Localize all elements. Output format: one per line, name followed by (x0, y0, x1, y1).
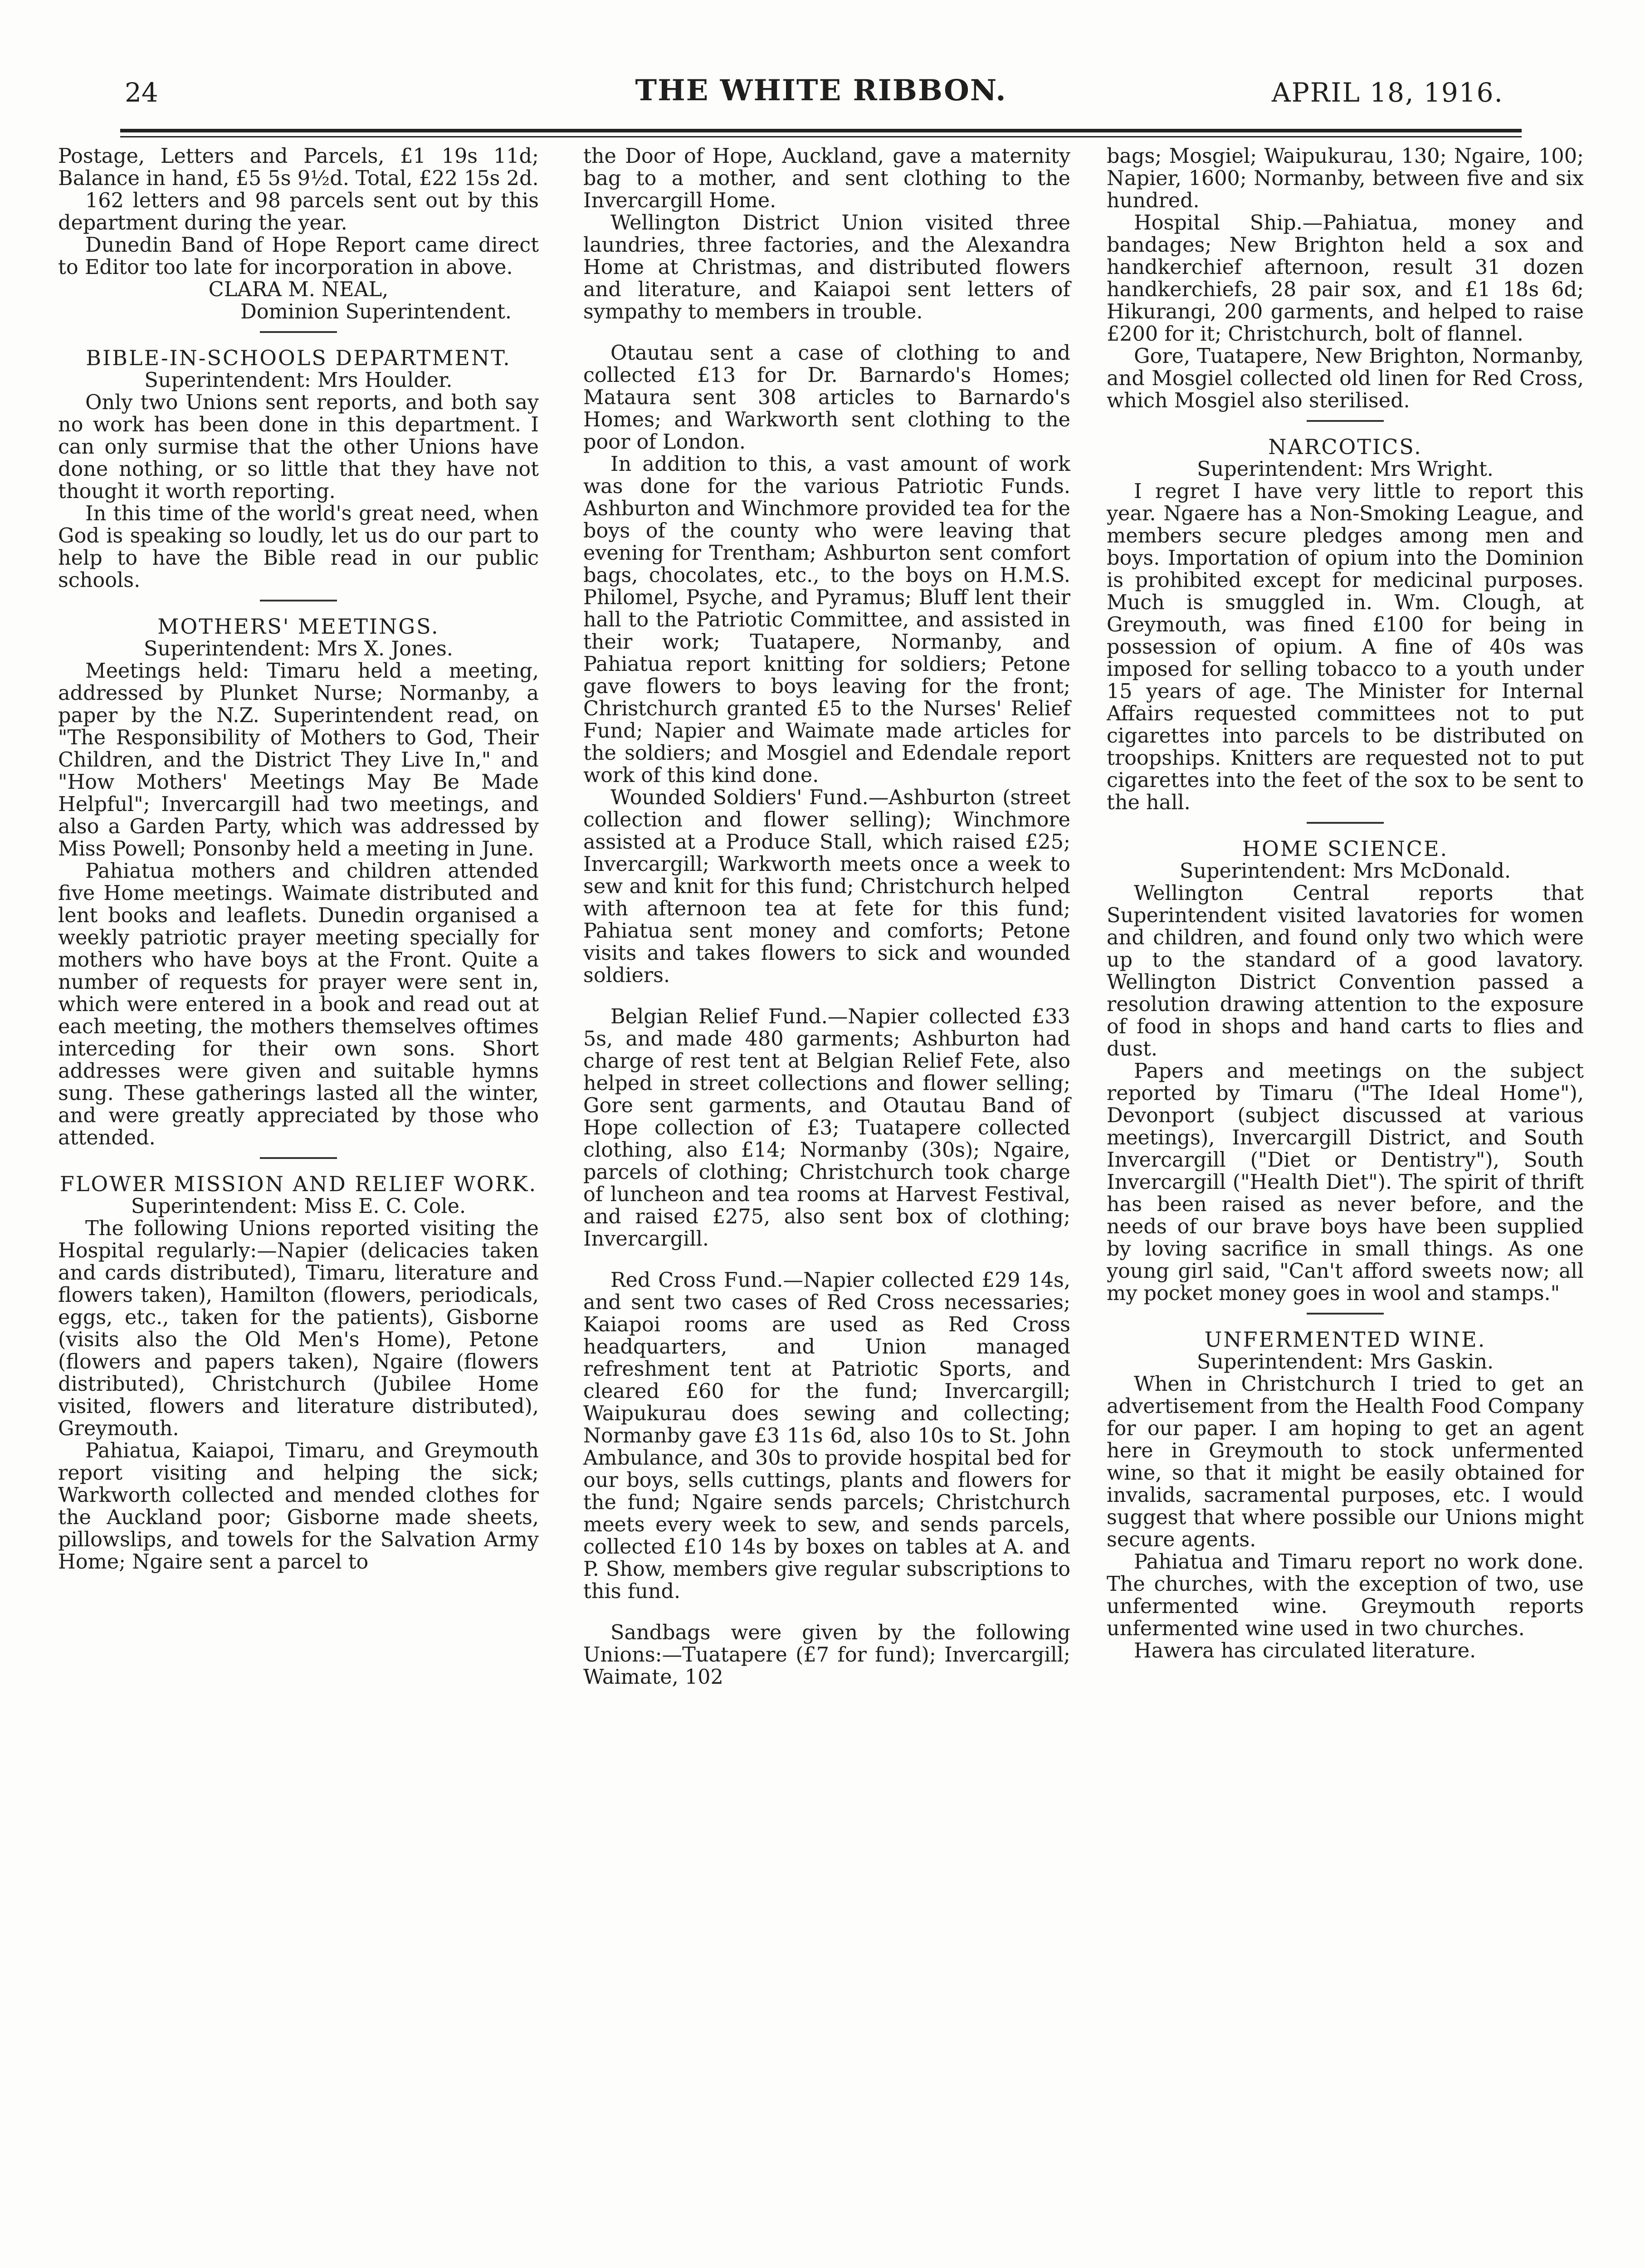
column-2 (583, 145, 1070, 1688)
paragraph: Dunedin Band of Hope Report came direct to Editor too late for incorporation in above. (58, 234, 539, 279)
paragraph: The following Unions reported visiting the Hospital regularly:—Napier (delicacies taken and cards distributed), Timaru, literature and flowers taken), Hamilton (flowers, periodicals, eggs, etc., taken for the patients), Gisborne (visits also the Old Men's Home), Petone (flowers and papers taken), Ngaire (flowers distributed), Christchurch (Jubilee Home visited, flowers and literature distributed), Greymouth. (58, 1217, 539, 1440)
paragraph: Wounded Soldiers' Fund.—Ashburton (street collection and flower selling); Winchmore assisted at a Produce Stall, which raised £25; Invercargill; Warkworth meets once a week to sew and knit for this fund; Christchurch helped with afternoon tea at fete for this fund; Pahiatua sent money and comforts; Petone visits and takes flowers to sick and wounded soldiers. (583, 786, 1070, 987)
signature-title: Dominion Superintendent. (240, 300, 512, 323)
section-heading-mothers-meetings: MOTHERS' MEETINGS. (157, 614, 439, 639)
section-heading-unfermented-wine: UNFERMENTED WINE. (1204, 1327, 1486, 1352)
superintendent-line: Superintendent: Mrs X. Jones. (144, 637, 453, 660)
page-header (120, 68, 1522, 113)
paragraph: Postage, Letters and Parcels, £1 19s 11d; Balance in hand, £5 5s 9½d. Total, £22 15s 2d. (58, 145, 539, 190)
section-divider (260, 331, 337, 333)
section-divider (1307, 420, 1384, 422)
section-heading-narcotics: NARCOTICS. (1268, 435, 1422, 459)
paragraph: Only two Unions sent reports, and both say no work has been done in this department. I can only surmise that the other Unions have done nothing, or so little that they have not thought it worth reporting. (58, 391, 539, 503)
paragraph: Pahiatua and Timaru report no work done. The churches, with the exception of two, use unfermented wine. Greymouth reports unfermented wine used in two churches. (1107, 1550, 1584, 1640)
issue-date: APRIL 18, 1916. (1271, 77, 1503, 108)
column-3 (1107, 145, 1584, 1662)
section-heading-home-science: HOME SCIENCE. (1242, 836, 1449, 861)
paragraph: I regret I have very little to report this year. Ngaere has a Non-Smoking League, and members secure pledges among men and boys. Importation of opium into the Dominion is prohibited except for medicinal purposes. Much is smuggled in. Wm. Clough, at Greymouth, was fined £100 for being in possession of opium. A fine of 40s was imposed for selling tobacco to a youth under 15 years of age. The Minister for Internal Affairs requested committees not to put cigarettes into parcels to be distributed on troopships. Knitters are requested not to put cigarettes into the feet of the sox to be sent to the hall. (1107, 480, 1584, 814)
paragraph-gap (583, 1603, 1070, 1622)
paragraph-gap (583, 1250, 1070, 1269)
section-divider (260, 600, 337, 601)
section-divider (1307, 1313, 1384, 1315)
paragraph: Otautau sent a case of clothing to and collected £13 for Dr. Barnardo's Homes; Mataura sent 308 articles to Barnardo's Homes; and Warkworth sent clothing to the poor of London. (583, 342, 1070, 454)
publication-title: THE WHITE RIBBON. (635, 73, 1007, 108)
paragraph: Hawera has circulated literature. (1134, 1639, 1476, 1662)
superintendent-line: Superintendent: Miss E. C. Cole. (131, 1195, 466, 1218)
header-rule-thick (120, 129, 1522, 132)
paragraph: When in Christchurch I tried to get an advertisement from the Health Food Company for our paper. I am hoping to get an agent here in Greymouth to stock unfermented wine, so that it might be easily obtained for invalids, sacramental purposes, etc. I would suggest that where possible our Unions might secure agents. (1107, 1373, 1584, 1551)
paragraph: Gore, Tuatapere, New Brighton, Normanby, and Mosgiel collected old linen for Red Cross, which Mosgiel also sterilised. (1107, 345, 1584, 412)
header-rule-thin (120, 136, 1522, 137)
paragraph-gap (583, 987, 1070, 1006)
paragraph: Red Cross Fund.—Napier collected £29 14s, and sent two cases of Red Cross necessaries; Kaiapoi rooms are used as Red Cross headquarters, and Union managed refreshment tent at Patriotic Sports, and cleared £60 for the fund; Invercargill; Waipukurau does sewing and collecting; Normanby gave £3 11s 6d, also 10s to St. John Ambulance, and 30s to provide hospital bed for our boys, sells cuttings, plants and flowers for the fund; Ngaire sends parcels; Christchurch meets every week to sew, and sends parcels, collected £10 14s by boxes on tables at A. and P. Show, members give regular subscriptions to this fund. (583, 1269, 1070, 1603)
paragraph: 162 letters and 98 parcels sent out by this department during the year. (58, 189, 539, 235)
paragraph: Pahiatua, Kaiapoi, Timaru, and Greymouth report visiting and helping the sick; Warkworth collected and mended clothes for the Auckland poor; Gisborne made sheets, pillowslips, and towels for the Salvation Army Home; Ngaire sent a parcel to (58, 1439, 539, 1574)
paragraph: Pahiatua mothers and children attended five Home meetings. Waimate distributed and lent books and leaflets. Dunedin organised a weekly patriotic prayer meeting specially for mothers who have boys at the Front. Quite a number of requests for prayer were sent in, which were entered in a book and read out at each meeting, the mothers themselves oftimes interceding for their own sons. Short addresses were given and suitable hymns sung. These gatherings lasted all the winter, and were greatly appreciated by those who attended. (58, 860, 539, 1149)
superintendent-line: Superintendent: Mrs McDonald. (1179, 860, 1511, 883)
section-divider (1307, 822, 1384, 824)
section-heading-bible-in-schools: BIBLE-IN-SCHOOLS DEPARTMENT. (86, 346, 511, 370)
paragraph: Wellington Central reports that Superintendent visited lavatories for women and children, and found only two which were up to the standard of a good lavatory. Wellington District Convention passed a resolution drawing attention to the exposure of food in shops and hand carts to flies and dust. (1107, 882, 1584, 1061)
superintendent-line: Superintendent: Mrs Houlder. (144, 369, 453, 392)
paragraph: Papers and meetings on the subject reported by Timaru ("The Ideal Home"), Devonport (subject discussed at various meetings), Invercargill District, and South Invercargill ("Diet or Dentistry"), South Invercargill ("Health Diet"). The spirit of thrift has been raised as never before, and the needs of our brave boys have been supplied by loving sacrifice in small things. As one young girl said, "Can't afford sweets now; all my pocket money goes in wool and stamps." (1107, 1060, 1584, 1305)
paragraph: Belgian Relief Fund.—Napier collected £33 5s, and made 480 garments; Ashburton had charge of rest tent at Belgian Relief Fete, also helped in street collections and flower selling; Gore sent garments, and Otautau Band of Hope collection of £3; Tuatapere collected clothing, also £14; Normanby (30s); Ngaire, parcels of clothing; Christchurch took charge of luncheon and tea rooms at Harvest Festival, and raised £275, also sent box of clothing; Invercargill. (583, 1005, 1070, 1251)
paragraph: In addition to this, a vast amount of work was done for the various Patriotic Funds. Ashburton and Winchmore provided tea for the boys of the county who were leaving that evening for Trentham; Ashburton sent comfort bags, chocolates, etc., to the boys on H.M.S. Philomel, Psyche, and Pyramus; Bluff lent their hall to the Patriotic Committee, and assisted in their work; Tuatapere, Normanby, and Pahiatua report knitting for soldiers; Petone gave flowers to boys leaving for the front; Christchurch granted £5 to the Nurses' Relief Fund; Napier and Waimate made articles for the soldiers; and Mosgiel and Edendale report work of this kind done. (583, 453, 1070, 787)
section-divider (260, 1157, 337, 1159)
paragraph: Sandbags were given by the following Unions:—Tuatapere (£7 for fund); Invercargill; Waimate, 102 (583, 1621, 1070, 1689)
paragraph: bags; Mosgiel; Waipukurau, 130; Ngaire, 100; Napier, 1600; Normanby, between five and six hundred. (1107, 145, 1584, 212)
paragraph: Meetings held: Timaru held a meeting, addressed by Plunket Nurse; Normanby, a paper by the N.Z. Superintendent read, on "The Responsibility of Mothers to God, Their Children, and the District They Live In," and "How Mothers' Meetings May Be Made Helpful"; Invercargill had two meetings, and also a Garden Party, which was addressed by Miss Powell; Ponsonby held a meeting in June. (58, 660, 539, 860)
paragraph: the Door of Hope, Auckland, gave a maternity bag to a mother, and sent clothing to the Invercargill Home. (583, 145, 1070, 212)
section-heading-flower-mission: FLOWER MISSION AND RELIEF WORK. (59, 1172, 537, 1196)
paragraph: Wellington District Union visited three laundries, three factories, and the Alexandra Home at Christmas, and distributed flowers and literature, and Kaiapoi sent letters of sympathy to members in trouble. (583, 211, 1070, 323)
superintendent-line: Superintendent: Mrs Gaskin. (1196, 1350, 1494, 1374)
paragraph: In this time of the world's great need, when God is speaking so loudly, let us do our part to help to have the Bible read in our public schools. (58, 502, 539, 592)
paragraph: Hospital Ship.—Pahiatua, money and bandages; New Brighton held a sox and handkerchief afternoon, result 31 dozen handkerchiefs, 28 pair sox, and £1 18s 6d; Hikurangi, 200 garments, and helped to raise £200 for it; Christchurch, bolt of flannel. (1107, 211, 1584, 346)
page-number: 24 (125, 77, 158, 108)
column-1 (58, 145, 539, 1573)
paragraph-gap (583, 323, 1070, 342)
superintendent-line: Superintendent: Mrs Wright. (1197, 458, 1494, 481)
signature-name: CLARA M. NEAL, (208, 278, 389, 301)
